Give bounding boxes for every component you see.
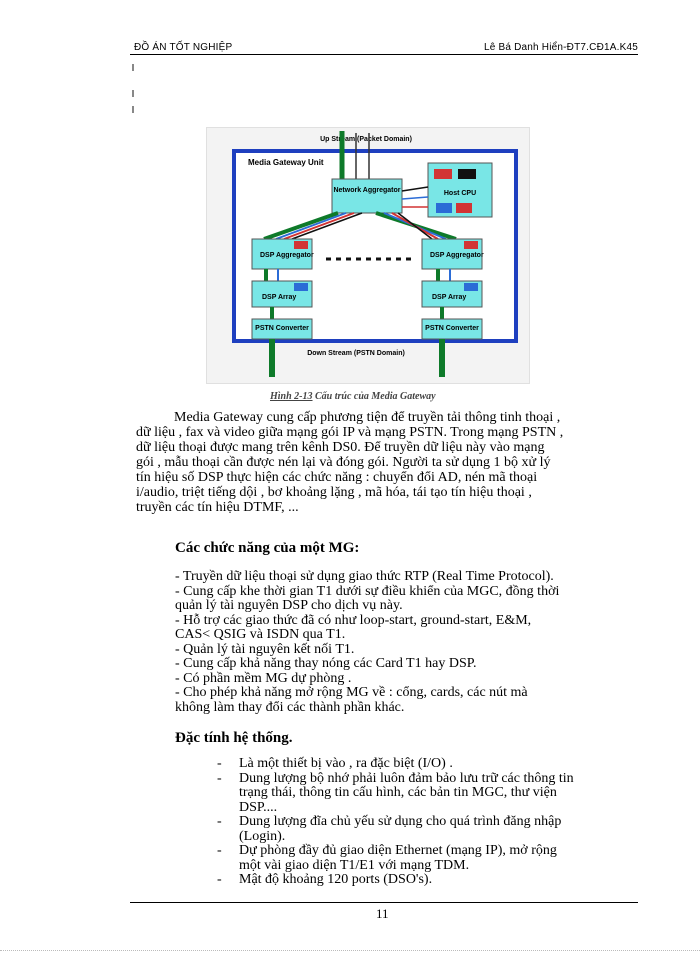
ape-badge (294, 241, 308, 249)
page-edge-dotted (0, 950, 700, 951)
functions-line: quản lý tài nguyên DSP cho dịch vụ này. (175, 598, 403, 613)
figure-number: Hình 2-13 (270, 391, 313, 402)
functions-line: - Truyền dữ liệu thoại sử dụng giao thức RTP (Real Time Protocol). (175, 569, 554, 584)
functions-line: - Cung cấp khe thời gian T1 dưới sự điều khiển của MGC, đồng thời (175, 583, 560, 599)
ape-badge (434, 169, 452, 179)
section-heading-functions: Các chức năng của một MG: (175, 540, 360, 556)
characteristics-line: Dự phòng đầy đủ giao diện Ethernet (mạng IP), mở rộng (239, 843, 557, 858)
gateway-unit-label: Media Gateway Unit (248, 158, 324, 167)
list-dash: - (217, 756, 222, 771)
footer-rule (130, 902, 638, 903)
pstn-converter-left-label: PSTN Converter (255, 325, 309, 332)
intro-line: i/audio, triệt tiếng dội , bơ khoảng lặng , mã hóa, tái tạo tín hiệu thoại , (136, 485, 532, 500)
pstn-converter-right-label: PSTN Converter (425, 325, 479, 332)
host-cpu-label: Host CPU (443, 190, 477, 197)
intro-line: dữ liệu , fax và video giữa mạng gói IP và mạng PSTN. Trong mạng PSTN , (136, 425, 564, 440)
margin-mark (132, 90, 134, 97)
ape-badge (464, 241, 478, 249)
functions-line: - Cho phép khả năng mở rộng MG về : cổng, cards, các nút mà (175, 685, 528, 700)
ape-badge (436, 203, 452, 213)
characteristics-item (217, 844, 637, 873)
characteristics-item (217, 772, 637, 816)
intro-line: truyền các tín hiệu DTMF, ... (136, 500, 299, 515)
ape-badge (458, 169, 476, 179)
intro-line: gói , mẫu thoại cần được nén lại và đóng gói. Người ta sử dụng 1 bộ xử lý (136, 455, 551, 470)
downstream-label: Down Stream (PSTN Domain) (307, 350, 405, 357)
margin-mark (132, 106, 134, 113)
dsp-array-right-label: DSP Array (432, 294, 467, 301)
characteristics-list (217, 757, 637, 888)
dsp-aggregator-right-label: DSP Aggregator (430, 252, 484, 259)
characteristics-line: Dung lượng bộ nhớ phải luôn đảm bảo lưu trữ các thông tin (239, 770, 574, 786)
list-dash: - (217, 872, 222, 887)
characteristics-line: (Login). (239, 828, 286, 844)
intro-line: tín hiệu số DSP thực hiện các chức năng : chuyển đổi AD, nén mã thoại (136, 470, 538, 485)
media-gateway-diagram (206, 127, 528, 382)
header-right: Lê Bá Danh Hiển-ĐT7.CĐ1A.K45 (483, 42, 638, 53)
characteristics-line: một vài giao diện T1/E1 với mạng TDM. (239, 857, 470, 873)
dsp-array-left-label: DSP Array (262, 294, 297, 301)
ape-badge (456, 203, 472, 213)
functions-list (175, 570, 559, 715)
intro-line: dữ liệu thoại được mang trên kênh DS0. Để truyền dữ liệu này vào mạng (136, 440, 545, 455)
upstream-label: Up Stream (Packet Domain) (320, 136, 412, 143)
characteristics-line: trạng thái, thông tin cấu hình, các bản tin MGC, thư viện (239, 785, 557, 800)
characteristics-line: Dung lượng đĩa chủ yếu sử dụng cho quá trình đăng nhập (239, 814, 562, 829)
margin-mark (132, 64, 134, 71)
functions-line: - Hỗ trợ các giao thức đã có như loop-start, ground-start, E&M, (175, 612, 532, 628)
figure-caption (270, 391, 436, 402)
intro-line: Media Gateway cung cấp phương tiện để truyền tải thông tinh thoại , (174, 410, 561, 425)
list-dash: - (217, 843, 222, 858)
characteristics-item (217, 757, 637, 772)
list-dash: - (217, 814, 222, 829)
figure-caption-text: Cấu trúc của Media Gateway (312, 391, 436, 402)
functions-line: không làm thay đổi các thành phần khác. (175, 699, 405, 715)
functions-line: CAS< QSIG và ISDN qua T1. (175, 627, 346, 642)
functions-line: - Cung cấp khả năng thay nóng các Card T1 hay DSP. (175, 656, 477, 671)
characteristics-item (217, 815, 637, 844)
characteristics-line: Là một thiết bị vào , ra đặc biệt (I/O) . (239, 756, 453, 771)
page-number: 11 (376, 906, 389, 921)
section-heading-characteristics: Đặc tính hệ thống. (175, 730, 293, 746)
characteristics-line: Mật độ khoảng 120 ports (DSO's). (239, 872, 433, 887)
network-aggregator-box (332, 179, 402, 213)
functions-line: - Quản lý tài nguyên kết nối T1. (175, 641, 355, 657)
ape-badge (294, 283, 308, 291)
dsp-aggregator-left-label: DSP Aggregator (260, 252, 314, 259)
header-rule (130, 54, 638, 55)
intro-paragraph (136, 410, 563, 515)
characteristics-item (217, 873, 637, 888)
header-left: ĐỒ ÁN TỐT NGHIỆP (134, 42, 233, 53)
characteristics-line: DSP.... (239, 799, 278, 815)
network-aggregator-label: Network Aggregator (333, 187, 401, 194)
list-dash: - (217, 770, 222, 786)
ape-badge (464, 283, 478, 291)
functions-line: - Có phần mềm MG dự phòng . (175, 670, 352, 686)
